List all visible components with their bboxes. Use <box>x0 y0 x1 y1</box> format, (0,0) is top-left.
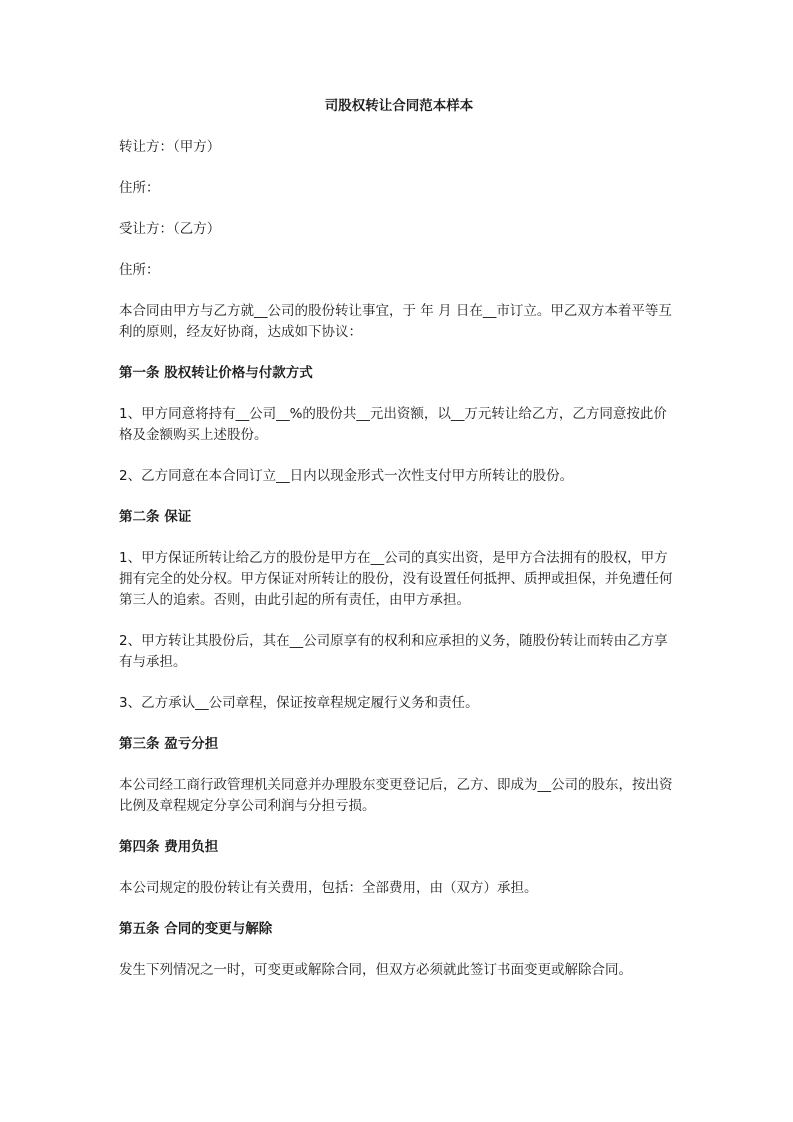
paragraph-preamble: 本合同由甲方与乙方就__公司的股份转让事宜，于 年 月 日在__市订立。甲乙双方本着平等互利的原则，经友好协商，达成如下协议： <box>119 303 672 340</box>
paragraph-article-2-clause-1: 1、甲方保证所转让给乙方的股份是甲方在__公司的真实出资，是甲方合法拥有的股权，甲方拥有完全的处分权。甲方保证对所转让的股份，没有设置任何抵押、质押或担保，并免遭任何第三人的追索。否则，由此引起的所有责任，由甲方承担。 <box>119 550 673 608</box>
document-body <box>119 96 679 1001</box>
paragraph-article-1-clause-1: 1、甲方同意将持有__公司__%的股份共__元出资额，以__万元转让给乙方，乙方同意按此价格及金额购买上述股份。 <box>119 406 667 443</box>
paragraph-transferor-address: 住所： <box>119 180 160 196</box>
paragraph-article-1-clause-2: 2、乙方同意在本合同订立__日内以现金形式一次性支付甲方所转让的股份。 <box>119 468 574 484</box>
paragraph-transferor: 转让方：（甲方） <box>119 139 221 155</box>
paragraph-transferee: 受让方：（乙方） <box>119 221 221 237</box>
document-title: 司股权转让合同范本样本 <box>324 98 474 114</box>
section-heading-article-1: 第一条 股权转让价格与付款方式 <box>119 365 313 381</box>
section-heading-article-5: 第五条 合同的变更与解除 <box>119 921 273 937</box>
paragraph-article-4: 本公司规定的股份转让有关费用，包括：全部费用，由（双方）承担。 <box>119 880 538 896</box>
paragraph-transferee-address: 住所： <box>119 262 160 278</box>
paragraph-article-3: 本公司经工商行政管理机关同意并办理股东变更登记后，乙方、即成为__公司的股东，按出资比例及章程规定分享公司利润与分担亏损。 <box>119 777 673 814</box>
paragraph-article-2-clause-2: 2、甲方转让其股份后，其在__公司原享有的权利和应承担的义务，随股份转让而转由乙方享有与承担。 <box>119 633 668 670</box>
paragraph-article-2-clause-3: 3、乙方承认__公司章程，保证按章程规定履行义务和责任。 <box>119 695 479 711</box>
section-heading-article-4: 第四条 费用负担 <box>119 839 219 855</box>
section-heading-article-3: 第三条 盈亏分担 <box>119 736 219 752</box>
paragraph-article-5: 发生下列情况之一时，可变更或解除合同，但双方必须就此签订书面变更或解除合同。 <box>119 962 632 978</box>
section-heading-article-2: 第二条 保证 <box>119 509 192 525</box>
